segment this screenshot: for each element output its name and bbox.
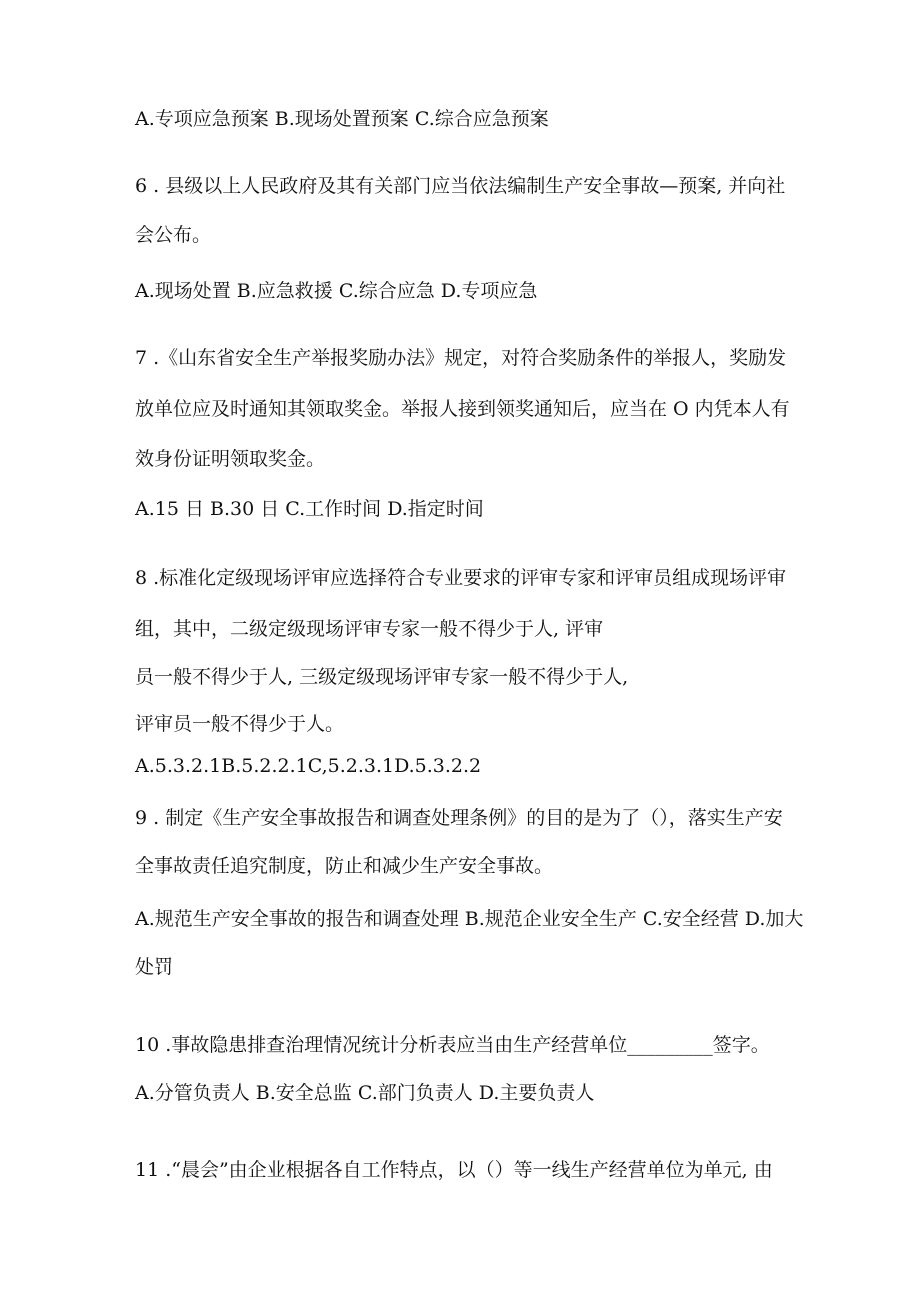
q10-line-1: 10 .事故隐患排查治理情况统计分析表应当由生产经营单位_________签字。 xyxy=(135,1034,770,1056)
q8-line-2: 组，其中，二级定级现场评审专家一般不得少于人, 评审 xyxy=(135,618,604,640)
q9-options-line-1: A.规范生产安全事故的报告和调查处理 B.规范企业安全生产 C.安全经营 D.加大 xyxy=(135,908,804,930)
q6-line-1: 6 . 县级以上人民政府及其有关部门应当依法编制生产安全事故—预案, 并向社 xyxy=(135,175,786,197)
q7-options: A.15 日 B.30 日 C.工作时间 D.指定时间 xyxy=(135,498,484,520)
q10-options: A.分管负责人 B.安全总监 C.部门负责人 D.主要负责人 xyxy=(135,1082,595,1104)
q6-line-2: 会公布。 xyxy=(135,224,212,246)
q7-line-2: 放单位应及时通知其领取奖金。举报人接到领奖通知后，应当在 O 内凭本人有 xyxy=(135,398,790,420)
q5-options: A.专项应急预案 B.现场处置预案 C.综合应急预案 xyxy=(135,108,549,130)
q9-line-2: 全事故责任追究制度，防止和减少生产安全事故。 xyxy=(135,855,554,877)
q8-line-3: 员一般不得少于人, 三级定级现场评审专家一般不得少于人, xyxy=(135,666,629,688)
q7-line-3: 效身份证明领取奖金。 xyxy=(135,448,326,470)
q6-options: A.现场处置 B.应急救援 C.综合应急 D.专项应急 xyxy=(135,280,538,302)
q8-line-1: 8 .标准化定级现场评审应选择符合专业要求的评审专家和评审员组成现场评审 xyxy=(135,567,787,589)
q9-line-1: 9 . 制定《生产安全事故报告和调查处理条例》的目的是为了（），落实生产安 xyxy=(135,807,783,829)
q8-options: A.5.3.2.1B.5.2.2.1C,5.2.3.1D.5.3.2.2 xyxy=(135,755,482,777)
q11-line-1: 11 .“晨会”由企业根据各自工作特点，以（）等一线生产经营单位为单元, 由 xyxy=(135,1159,773,1181)
q9-options-line-2: 处罚 xyxy=(135,956,174,978)
q7-line-1: 7 .《山东省安全生产举报奖励办法》规定，对符合奖励条件的举报人，奖励发 xyxy=(135,347,787,369)
q8-line-4: 评审员一般不得少于人。 xyxy=(135,713,345,735)
